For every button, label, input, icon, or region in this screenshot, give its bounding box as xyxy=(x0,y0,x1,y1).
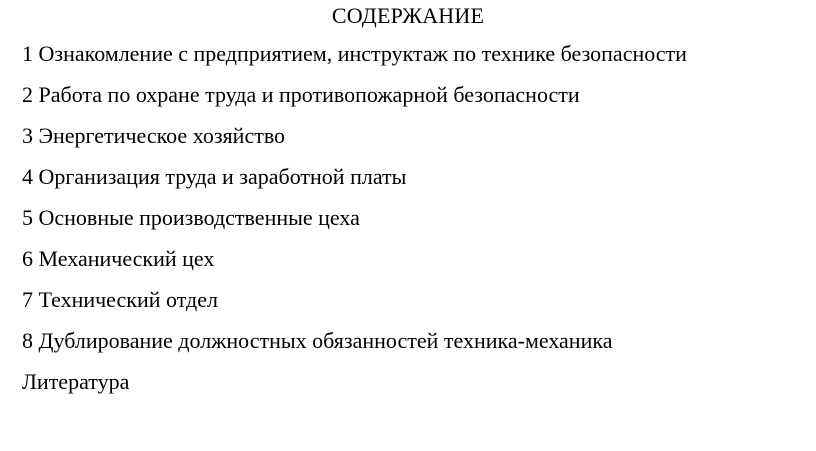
toc-item xyxy=(22,164,687,205)
toc-item xyxy=(22,123,687,164)
toc-item xyxy=(22,246,687,287)
toc-item-label: 5 Основные производственные цеха xyxy=(22,205,360,230)
toc-item-label: 3 Энергетическое хозяйство xyxy=(22,123,286,148)
toc-item-label: Литература xyxy=(22,369,130,394)
toc-item xyxy=(22,328,687,369)
toc-item-label: 6 Механический цех xyxy=(22,246,215,271)
toc-item xyxy=(22,287,687,328)
toc-item xyxy=(22,41,687,82)
toc-item-label: 1 Ознакомление с предприятием, инструктаж по технике безопасности xyxy=(22,41,687,66)
page-title: СОДЕРЖАНИЕ xyxy=(331,3,485,28)
toc-item-label: 2 Работа по охране труда и противопожарной безопасности xyxy=(22,82,580,107)
toc-item-label: 7 Технический отдел xyxy=(22,287,218,312)
toc-item-label: 4 Организация труда и заработной платы xyxy=(22,164,407,189)
table-of-contents xyxy=(22,41,687,410)
toc-item-label: 8 Дублирование должностных обязанностей техника-механика xyxy=(22,328,613,353)
toc-item xyxy=(22,205,687,246)
toc-item xyxy=(22,369,687,410)
toc-item xyxy=(22,82,687,123)
